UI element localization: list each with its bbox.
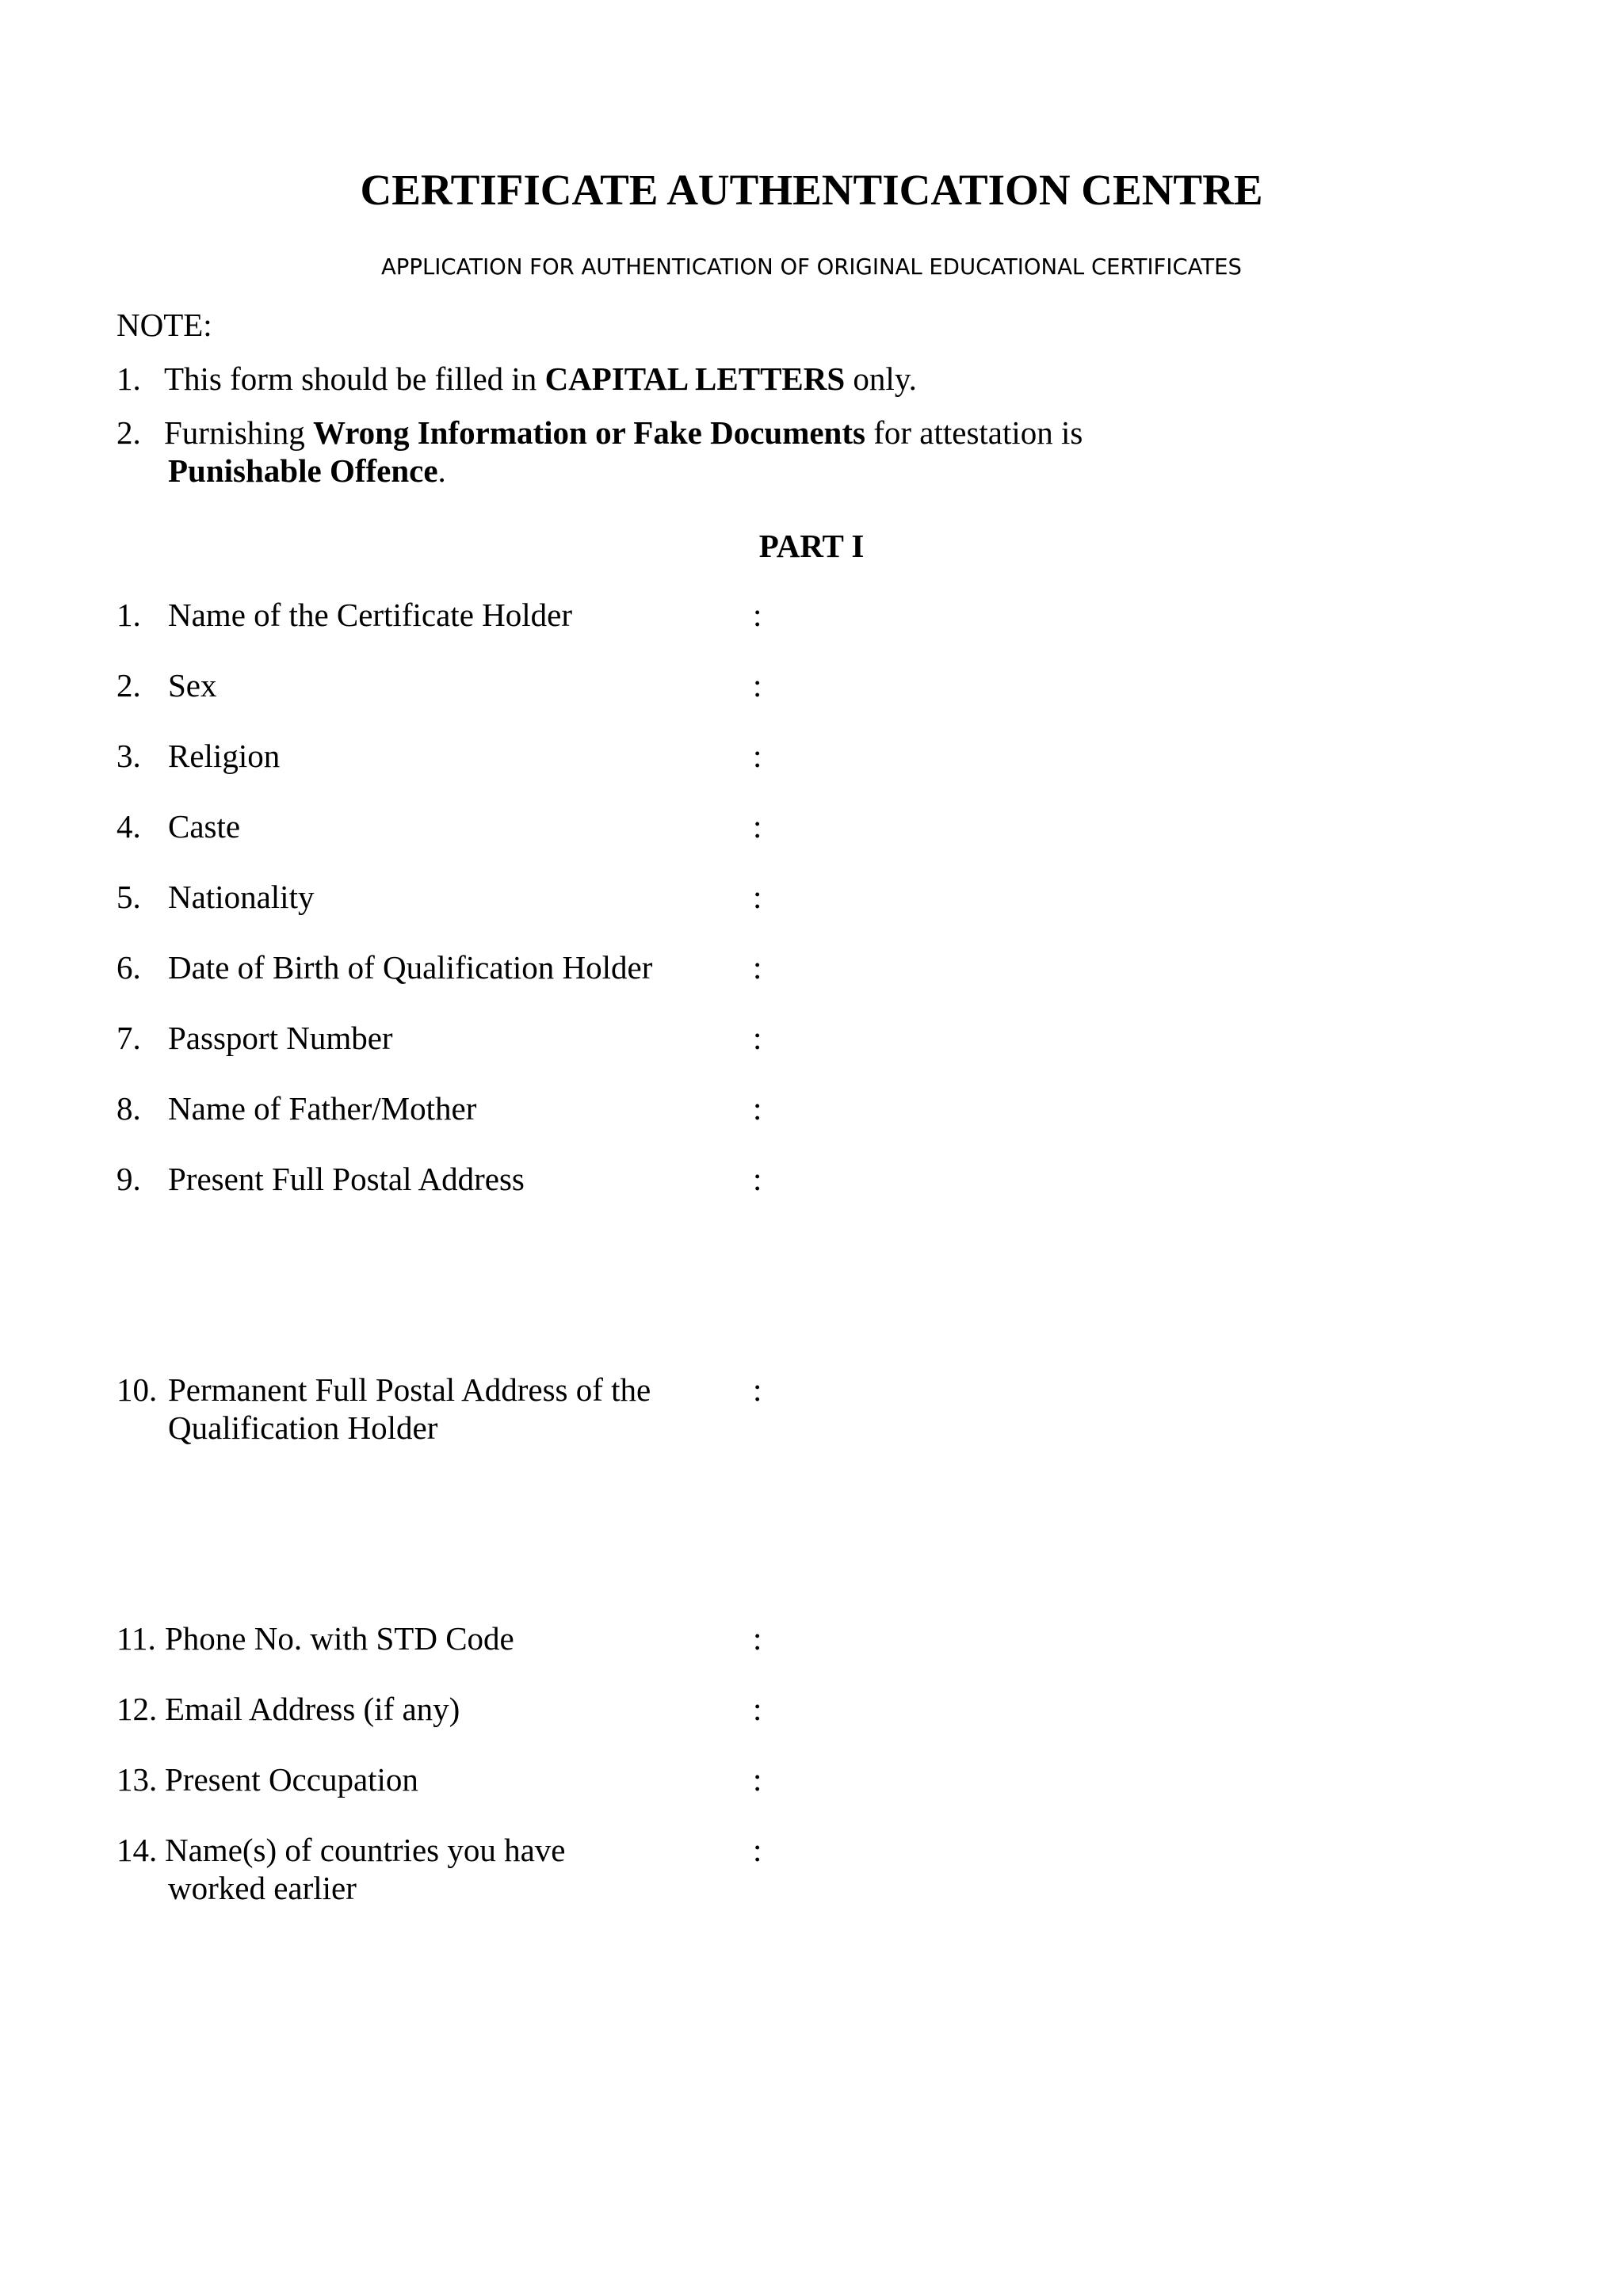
field-number: 9. <box>116 1161 141 1197</box>
note-item-number: 2. <box>116 414 141 451</box>
field-number: 6. <box>116 949 141 986</box>
note-item-1 <box>116 360 917 398</box>
note-item-emphasis: Wrong Information or Fake Documents <box>312 414 865 451</box>
field-colon: : <box>753 808 762 845</box>
field-label-countries-worked-continuation: worked earlier <box>168 1870 357 1906</box>
field-colon: : <box>753 1090 762 1127</box>
field-colon: : <box>753 949 762 986</box>
field-colon: : <box>753 1691 762 1727</box>
note-item-text: This form should be filled in <box>164 360 545 397</box>
field-label-date-of-birth: Date of Birth of Qualification Holder <box>168 949 653 986</box>
field-colon: : <box>753 1620 762 1657</box>
document-subtitle: APPLICATION FOR AUTHENTICATION OF ORIGINAL EDUCATIONAL CERTIFICATES <box>380 254 1242 280</box>
note-item-2-continuation <box>168 452 446 490</box>
field-label-religion: Religion <box>168 738 281 774</box>
part-heading: PART I <box>758 528 865 564</box>
field-label-present-address: Present Full Postal Address <box>168 1161 525 1197</box>
field-number: 8. <box>116 1090 141 1127</box>
field-number: 3. <box>116 738 141 774</box>
note-item-text-end: . <box>437 452 446 489</box>
field-number: 11. <box>116 1620 156 1657</box>
field-number: 7. <box>116 1020 141 1056</box>
field-label-countries-worked: Name(s) of countries you have <box>165 1832 566 1868</box>
field-colon: : <box>753 1161 762 1197</box>
field-number: 14. <box>116 1832 158 1868</box>
note-heading: NOTE: <box>116 307 212 343</box>
field-label-permanent-address-continuation: Qualification Holder <box>168 1409 438 1446</box>
document-title: CERTIFICATE AUTHENTICATION CENTRE <box>360 166 1263 214</box>
note-item-number: 1. <box>116 360 141 397</box>
field-number: 5. <box>116 879 141 915</box>
field-colon: : <box>753 738 762 774</box>
field-number: 1. <box>116 597 141 633</box>
note-item-text-end: only. <box>845 360 917 397</box>
field-label-sex: Sex <box>168 667 217 704</box>
field-label-certificate-holder-name: Name of the Certificate Holder <box>168 597 572 633</box>
note-item-2 <box>116 414 1083 452</box>
note-item-emphasis: CAPITAL LETTERS <box>544 360 846 397</box>
note-item-text-end: for attestation is <box>865 414 1083 451</box>
field-colon: : <box>753 1371 762 1408</box>
field-label-caste: Caste <box>168 808 241 845</box>
field-colon: : <box>753 1761 762 1798</box>
field-label-occupation: Present Occupation <box>165 1761 418 1798</box>
field-colon: : <box>753 667 762 704</box>
field-label-father-mother-name: Name of Father/Mother <box>168 1090 477 1127</box>
field-number: 10. <box>116 1371 158 1408</box>
field-label-email: Email Address (if any) <box>165 1691 460 1727</box>
field-label-passport-number: Passport Number <box>168 1020 393 1056</box>
field-colon: : <box>753 1832 762 1868</box>
field-colon: : <box>753 1020 762 1056</box>
field-number: 4. <box>116 808 141 845</box>
note-item-text: Furnishing <box>164 414 313 451</box>
field-number: 2. <box>116 667 141 704</box>
field-label-permanent-address: Permanent Full Postal Address of the <box>168 1371 651 1408</box>
field-colon: : <box>753 597 762 633</box>
field-number: 12. <box>116 1691 158 1727</box>
field-label-phone: Phone No. with STD Code <box>165 1620 514 1657</box>
field-colon: : <box>753 879 762 915</box>
note-item-emphasis: Punishable Offence <box>168 452 438 489</box>
field-label-nationality: Nationality <box>168 879 315 915</box>
field-number: 13. <box>116 1761 158 1798</box>
